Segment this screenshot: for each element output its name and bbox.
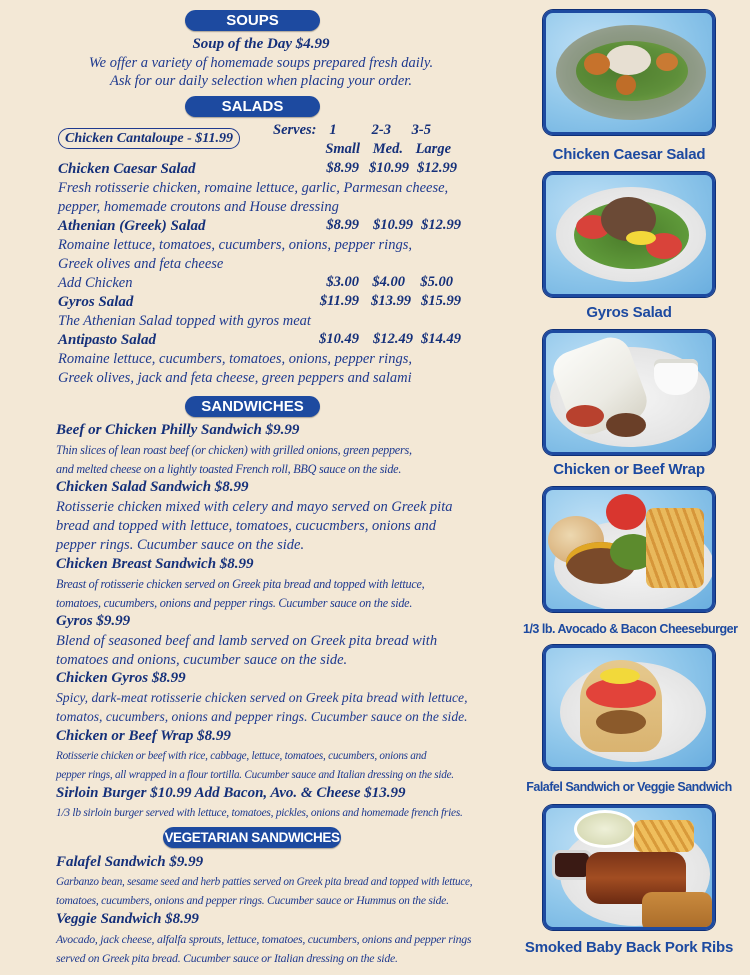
sandwich-desc-line: bread and topped with lettuce, tomatoes, cucucmbers, onions and	[56, 518, 437, 534]
cheeseburger-photo	[543, 487, 715, 612]
vegetarian-title: Veggie Sandwich $8.99	[56, 911, 199, 927]
sandwich-desc-line: Thin slices of lean roast beef (or chicken) with grilled onions, green peppers,	[56, 443, 412, 457]
price-small: $8.99	[326, 160, 359, 176]
chicken-cantaloupe-special: Chicken Cantaloupe - $11.99	[58, 128, 240, 149]
serves-row	[273, 122, 431, 139]
fries-icon	[634, 820, 694, 852]
sandwich-desc-line: tomatos, cucumbers, onions and pepper rings. Cucumber sauce on the side.	[56, 709, 468, 724]
coleslaw-icon	[574, 810, 636, 848]
sandwiches-heading: SANDWICHES	[185, 396, 320, 417]
sandwich-desc-line: and melted cheese on a lightly toasted French roll, BBQ sauce on the side.	[56, 462, 402, 476]
price-large: $15.99	[421, 293, 461, 309]
price-small: $3.00	[326, 274, 359, 290]
add-chicken-label: Add Chicken	[58, 275, 133, 291]
sandwich-title: Chicken Breast Sandwich $8.99	[56, 556, 254, 572]
crouton-icon	[656, 53, 678, 71]
sandwich-desc-line: pepper rings, all wrapped in a flour tortilla. Cucumber sauce and Italian dressing on the side.	[56, 769, 454, 781]
price-med: $10.99	[373, 217, 413, 233]
vegetarian-desc-line: served on Greek pita bread. Cucumber sauce or Italian dressing on the side.	[56, 951, 398, 965]
sauce-cup-icon	[654, 359, 698, 395]
price-large: $12.99	[421, 217, 461, 233]
sandwich-desc-line: Blend of seasoned beef and lamb served on Greek pita bread with	[56, 633, 438, 649]
salad-desc-line: Fresh rotisserie chicken, romaine lettuce, garlic, Parmesan cheese,	[58, 180, 449, 196]
price-small: $11.99	[319, 293, 359, 309]
soup-desc-line: We offer a variety of homemade soups prepared fresh daily.	[88, 55, 434, 71]
sandwich-title: Chicken Gyros $8.99	[56, 670, 186, 686]
serves-med: 2-3	[371, 122, 391, 138]
salad-prices	[311, 217, 461, 234]
photo-caption: Falafel Sandwich or Veggie Sandwich	[526, 780, 732, 794]
photo-caption: Chicken or Beef Wrap	[553, 461, 705, 478]
price-med: $13.99	[371, 293, 411, 309]
salad-name: Athenian (Greek) Salad	[58, 218, 206, 234]
sandwich-desc-line: Spicy, dark-meat rotisserie chicken served on Greek pita bread with lettuce,	[56, 690, 468, 705]
falafel-photo	[543, 645, 715, 770]
salad-name: Antipasto Salad	[58, 332, 156, 348]
price-small: $8.99	[326, 217, 359, 233]
filling-icon	[566, 405, 604, 427]
price-med: $10.99	[369, 160, 409, 176]
size-small: Small	[325, 141, 360, 157]
chicken-icon	[606, 45, 651, 75]
vegetarian-sandwiches-heading: VEGETARIAN SANDWICHES	[163, 827, 341, 848]
falafel-icon	[596, 710, 646, 734]
salad-desc-line: The Athenian Salad topped with gyros meat	[58, 313, 311, 329]
serves-small: 1	[329, 122, 337, 138]
crouton-icon	[584, 53, 610, 75]
vegetarian-desc-line: Avocado, jack cheese, alfalfa sprouts, lettuce, tomatoes, cucumbers, onions and pepper rings	[56, 932, 472, 946]
salad-prices	[311, 331, 461, 348]
sandwich-desc-line: tomatoes, cucumbers, onions and pepper rings. Cucumber sauce on the side.	[56, 596, 413, 610]
sandwich-title: Gyros $9.99	[56, 613, 131, 629]
sizes-row	[314, 141, 451, 158]
gyros-salad-photo	[543, 172, 715, 297]
size-large: Large	[415, 141, 451, 157]
sandwich-title: Beef or Chicken Philly Sandwich $9.99	[56, 422, 300, 438]
photo-caption: 1/3 lb. Avocado & Bacon Cheeseburger	[523, 622, 738, 636]
salad-name: Chicken Caesar Salad	[58, 161, 196, 177]
sandwich-desc-line: Rotisserie chicken or beef with rice, cabbage, lettuce, tomatoes, cucumbers, onions and	[56, 750, 427, 762]
garlic-bread-icon	[642, 892, 712, 930]
serves-large: 3-5	[411, 122, 431, 138]
sandwich-title: Chicken Salad Sandwich $8.99	[56, 479, 249, 495]
serves-label: Serves:	[273, 122, 317, 138]
size-med: Med.	[372, 141, 403, 157]
salads-heading: SALADS	[185, 96, 320, 117]
vegetarian-desc-line: tomatoes, cucumbers, onions and pepper rings. Cucumber sauce or Hummus on the side.	[56, 894, 449, 907]
salad-prices	[311, 293, 461, 310]
fries-icon	[646, 508, 704, 588]
photo-caption: Gyros Salad	[586, 304, 672, 321]
price-small: $10.49	[319, 331, 359, 347]
sandwich-title: Chicken or Beef Wrap $8.99	[56, 728, 231, 744]
sandwich-desc-line: tomatoes and onions, cucumber sauce on the side.	[56, 652, 348, 668]
vegetarian-desc-line: Garbanzo bean, sesame seed and herb patties served on Greek pita bread and topped with lettuce,	[56, 876, 473, 888]
sandwich-desc-line: Rotisserie chicken mixed with celery and mayo served on Greek pita	[56, 499, 453, 515]
sandwich-desc-line: 1/3 lb sirloin burger served with lettuce, tomatoes, pickles, onions and homemade french fries.	[56, 807, 463, 819]
wrap-photo	[543, 330, 715, 455]
soup-of-day-title: Soup of the Day $4.99	[192, 36, 330, 52]
sandwich-desc-line: pepper rings. Cucumber sauce on the side.	[56, 537, 305, 553]
salad-desc-line: Romaine lettuce, tomatoes, cucumbers, onions, pepper rings,	[58, 237, 412, 253]
salad-desc-line: Greek olives and feta cheese	[58, 256, 224, 272]
salad-desc-line: Greek olives, jack and feta cheese, green peppers and salami	[58, 370, 412, 386]
sandwich-desc-line: Breast of rotisserie chicken served on Greek pita bread and topped with lettuce,	[56, 577, 425, 591]
pepper-ring-icon	[626, 231, 656, 245]
salad-desc-line: Romaine lettuce, cucumbers, tomatoes, onions, pepper rings,	[58, 351, 412, 367]
pepper-ring-icon	[600, 668, 640, 684]
salad-desc-line: pepper, homemade croutons and House dressing	[58, 199, 339, 215]
vegetarian-title: Falafel Sandwich $9.99	[56, 854, 204, 870]
add-chicken-prices	[311, 274, 453, 291]
soup-desc-line: Ask for our daily selection when placing your order.	[110, 73, 412, 89]
salad-prices	[311, 160, 457, 177]
price-med: $12.49	[373, 331, 413, 347]
price-large: $12.99	[417, 160, 457, 176]
price-med: $4.00	[372, 274, 405, 290]
photo-caption: Chicken Caesar Salad	[552, 146, 706, 163]
crouton-icon	[616, 75, 636, 95]
price-large: $14.49	[421, 331, 461, 347]
caesar-salad-photo	[543, 10, 715, 135]
ribs-photo	[543, 805, 715, 930]
soups-heading: SOUPS	[185, 10, 320, 31]
sandwich-title: Sirloin Burger $10.99 Add Bacon, Avo. & Cheese $13.99	[56, 785, 406, 801]
salad-name: Gyros Salad	[58, 294, 134, 310]
price-large: $5.00	[420, 274, 453, 290]
photo-caption: Smoked Baby Back Pork Ribs	[524, 939, 734, 956]
tomato-icon	[606, 494, 646, 530]
filling-icon	[606, 413, 646, 437]
